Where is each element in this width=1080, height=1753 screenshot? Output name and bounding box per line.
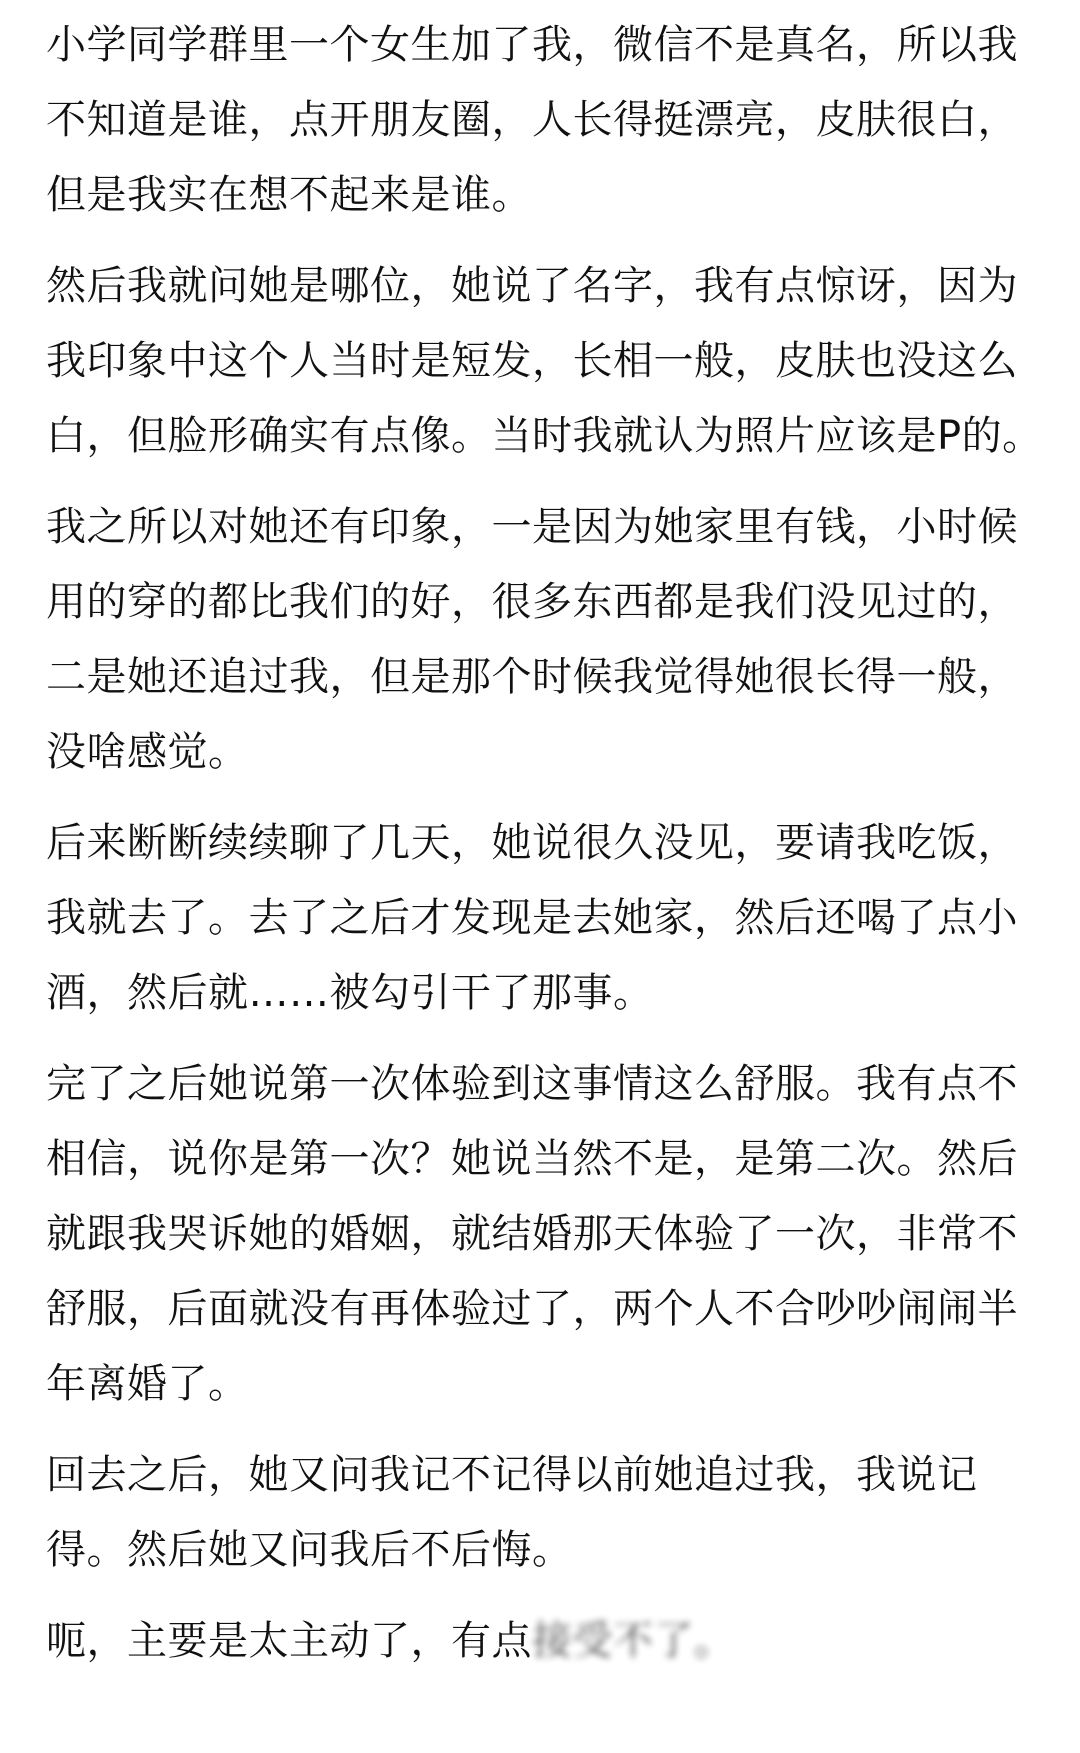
paragraph-6: 回去之后，她又问我记不记得以前她追过我，我说记得。然后她又问我后不后悔。 [46, 1452, 978, 1573]
paragraph-2: 然后我就问她是哪位，她说了名字，我有点惊讶，因为我印象中这个人当时是短发，长相一般，皮肤也没这么白，但脸形确实有点像。当时我就认为照片应该是P的。 [46, 263, 1043, 459]
paragraph-7 [46, 1604, 1046, 1679]
paragraph-5: 完了之后她说第一次体验到这事情这么舒服。我有点不相信，说你是第一次？她说当然不是，是第二次。然后就跟我哭诉她的婚姻，就结婚那天体验了一次，非常不舒服，后面就没有再体验过了，两个人不合吵吵闹闹半年离婚了。 [46, 1061, 1018, 1407]
paragraph-7-blurred-text: 接受不了。 [532, 1618, 735, 1664]
paragraph-1: 小学同学群里一个女生加了我，微信不是真名，所以我不知道是谁，点开朋友圈，人长得挺漂亮，皮肤很白，但是我实在想不起来是谁。 [46, 22, 1018, 218]
post-body [46, 8, 1046, 1679]
paragraph-3: 我之所以对她还有印象，一是因为她家里有钱，小时候用的穿的都比我们的好，很多东西都是我们没见过的，二是她还追过我，但是那个时候我觉得她很长得一般，没啥感觉。 [46, 504, 1018, 775]
paragraph-7-visible-text: 呃，主要是太主动了，有点 [46, 1618, 532, 1664]
paragraph-4: 后来断断续续聊了几天，她说很久没见，要请我吃饭，我就去了。去了之后才发现是去她家，然后还喝了点小酒，然后就……被勾引干了那事。 [46, 820, 1018, 1016]
